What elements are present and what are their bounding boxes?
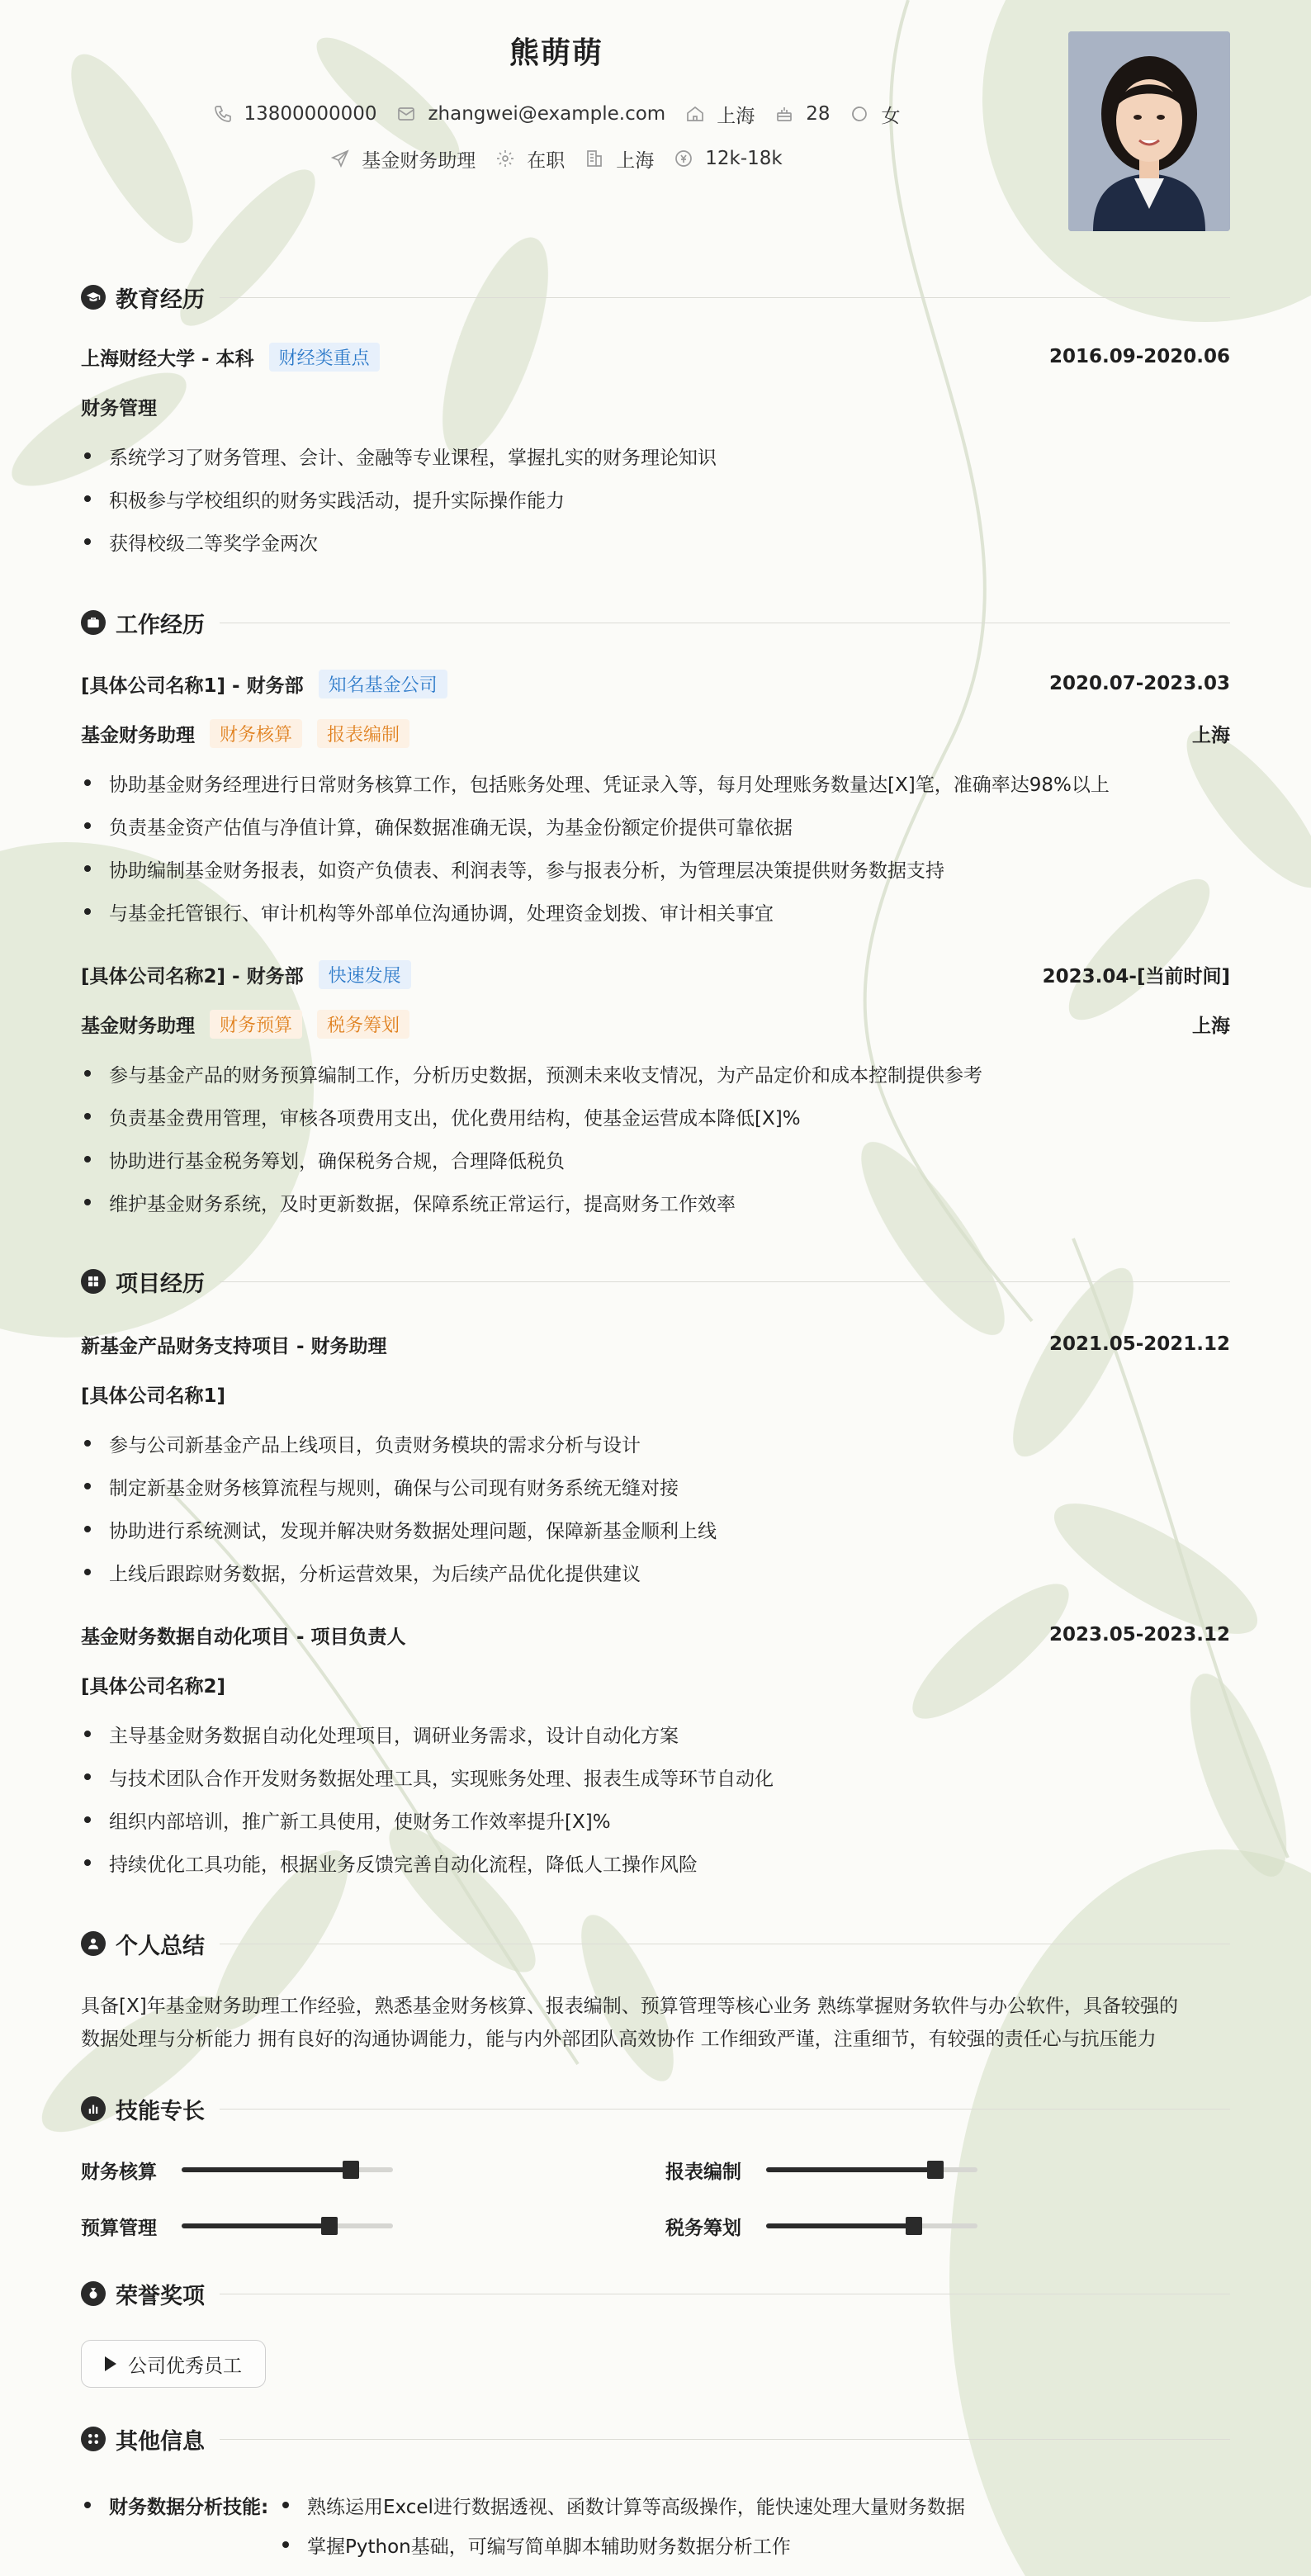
list-item: 掌握Python基础，可编写简单脚本辅助财务数据分析工作: [282, 2531, 791, 2558]
education-major-row: [81, 391, 1230, 421]
project-title: 基金财务数据自动化项目 - 项目负责人: [81, 1626, 406, 1648]
project-company: [具体公司名称2]: [81, 1675, 226, 1698]
skill-level-slider[interactable]: [182, 2223, 393, 2228]
list-item: 参与公司新基金产品上线项目，负责财务模块的需求分析与设计: [81, 1430, 1230, 1456]
profile-photo: [1068, 31, 1230, 231]
list-item: 负责基金费用管理，审核各项费用支出，优化费用结构，使基金运营成本降低[X]%: [81, 1103, 1230, 1129]
skill-tag: 财务预算: [210, 1010, 302, 1039]
list-item: 与技术团队合作开发财务数据处理工具，实现账务处理、报表生成等环节自动化: [81, 1764, 1230, 1790]
salary-text: 12k-18k: [705, 148, 783, 169]
skill-name: 税务筹划: [665, 2217, 741, 2239]
section-title: 其他信息: [116, 2428, 205, 2455]
city-item: [585, 145, 654, 173]
send-icon: [330, 149, 350, 168]
gender-item: [850, 101, 900, 128]
list-item: 熟练运用Excel进行数据透视、函数计算等高级操作，能快速处理大量财务数据: [282, 2492, 965, 2518]
section-honors: [81, 2277, 1230, 2310]
skill-name: 预算管理: [81, 2217, 157, 2239]
salary-item: [674, 148, 782, 169]
portrait-image: [1068, 31, 1230, 231]
contact-row: [0, 99, 1113, 129]
project-2-company-row: [81, 1669, 1230, 1699]
project-2-header: [81, 1620, 1230, 1650]
slider-knob[interactable]: [906, 2217, 922, 2235]
summary-text: [81, 1990, 1230, 2056]
list-item: 上线后跟踪财务数据，分析运营效果，为后续产品优化提供建议: [81, 1559, 1230, 1585]
job-target-item: [330, 145, 476, 173]
project-1-company-row: [81, 1379, 1230, 1409]
skill-name: 报表编制: [665, 2161, 741, 2183]
home-icon: [685, 104, 705, 124]
phone-icon: [213, 104, 233, 124]
info-icon: [81, 2427, 106, 2451]
skill-tag: 税务筹划: [317, 1010, 409, 1039]
list-item: 持续优化工具功能，根据业务反馈完善自动化流程，降低人工操作风险: [81, 1849, 1230, 1876]
major: 财务管理: [81, 397, 157, 419]
age-item: [774, 103, 830, 125]
coin-icon: [674, 149, 693, 168]
summary-line: 数据处理与分析能力 拥有良好的沟通协调能力，能与内外部团队高效协作 工作细致严谨，注重细节，有较强的责任心与抗压能力: [81, 2029, 1157, 2050]
section-title: 项目经历: [116, 1271, 205, 1297]
divider: [220, 2439, 1230, 2440]
gear-icon: [495, 149, 515, 168]
slider-knob[interactable]: [343, 2161, 359, 2179]
divider: [220, 1281, 1230, 1282]
age-text: 28: [806, 103, 831, 125]
skill-tag: 报表编制: [317, 719, 409, 748]
list-item: 负责基金资产估值与净值计算，确保数据准确无误，为基金份额定价提供可靠依据: [81, 812, 1230, 839]
candidate-name: 熊萌萌: [509, 36, 603, 70]
slider-knob[interactable]: [927, 2161, 944, 2179]
company-tag: 知名基金公司: [319, 670, 447, 698]
section-other: [81, 2422, 1230, 2455]
hometown-item: [685, 101, 755, 128]
education-header: [81, 342, 1230, 372]
award-label: 公司优秀员工: [128, 2355, 242, 2377]
role: 基金财务助理: [81, 724, 195, 746]
list-item: 系统学习了财务管理、会计、金融等专业课程，掌握扎实的财务理论知识: [81, 443, 1230, 469]
status-text: 在职: [527, 149, 566, 172]
work-1-role-row: [81, 718, 1230, 748]
mail-icon: [396, 104, 416, 124]
skill-level-slider[interactable]: [766, 2167, 977, 2172]
email-text: zhangwei@example.com: [428, 103, 666, 125]
school-tag: 财经类重点: [269, 343, 380, 372]
work-location: 上海: [1192, 724, 1230, 746]
list-item: 维护基金财务系统，及时更新数据，保障系统正常运行，提高财务工作效率: [81, 1189, 1230, 1215]
award-chip[interactable]: [81, 2340, 266, 2388]
summary-line: 具备[X]年基金财务助理工作经验，熟悉基金财务核算、报表编制、预算管理等核心业务 熟练掌握财务软件与办公软件，具备较强的: [81, 1996, 1179, 2017]
section-education: [81, 281, 1230, 314]
section-title: 教育经历: [116, 286, 205, 313]
email-item: [396, 103, 665, 125]
job-intent-row: [0, 144, 1113, 173]
phone-text: 13800000000: [244, 103, 377, 125]
section-summary: [81, 1927, 1230, 1960]
list-item: 协助基金财务经理进行日常财务核算工作，包括账务处理、凭证录入等，每月处理账务数量达[X]笔，准确率达98%以上: [81, 769, 1230, 796]
divider: [220, 2109, 1230, 2110]
skill-name: 财务核算: [81, 2161, 157, 2183]
project-company: [具体公司名称1]: [81, 1385, 226, 1407]
school-name: 上海财经大学 - 本科: [81, 348, 254, 370]
section-projects: [81, 1265, 1230, 1298]
section-title: 技能专长: [116, 2098, 205, 2124]
bar-chart-icon: [81, 2096, 106, 2121]
building-icon: [585, 149, 604, 168]
project-1-header: [81, 1329, 1230, 1359]
list-item: 制定新基金财务核算流程与规则，确保与公司现有财务系统无缝对接: [81, 1473, 1230, 1499]
user-icon: [81, 1931, 106, 1956]
work-location: 上海: [1192, 1015, 1230, 1037]
work-date: 2023.04-[当前时间]: [1042, 965, 1230, 987]
list-item: 组织内部培训，推广新工具使用，使财务工作效率提升[X]%: [81, 1807, 1230, 1833]
role: 基金财务助理: [81, 1015, 195, 1037]
list-item: 与基金托管银行、审计机构等外部单位沟通协调，处理资金划拨、审计相关事宜: [81, 898, 1230, 925]
skill-item: [665, 2213, 977, 2239]
list-item: 参与基金产品的财务预算编制工作，分析历史数据，预测未来收支情况，为产品定价和成本控制提供参考: [81, 1060, 1230, 1087]
project-date: 2023.05-2023.12: [1048, 1624, 1230, 1646]
city-text: 上海: [616, 149, 655, 172]
section-skills: [81, 2092, 1230, 2125]
section-title: 个人总结: [116, 1933, 205, 1959]
skill-item: [81, 2213, 393, 2239]
section-title: 荣誉奖项: [116, 2283, 205, 2309]
list-item: 协助进行系统测试，发现并解决财务数据处理问题，保障新基金顺利上线: [81, 1516, 1230, 1542]
list-item: 协助编制基金财务报表，如资产负债表、利润表等，参与报表分析，为管理层决策提供财务数据支持: [81, 855, 1230, 882]
medal-icon: [81, 2281, 106, 2306]
work-date: 2020.07-2023.03: [1048, 673, 1230, 694]
company-name: [具体公司名称2] - 财务部: [81, 965, 304, 987]
skill-tag: 财务核算: [210, 719, 302, 748]
skill-item: [665, 2157, 977, 2183]
gender-text: 女: [881, 105, 901, 127]
company-tag: 快速发展: [319, 960, 411, 989]
project-title: 新基金产品财务支持项目 - 财务助理: [81, 1335, 387, 1357]
work-2-header: [81, 959, 1230, 989]
skill-level-slider[interactable]: [182, 2167, 393, 2172]
project-date: 2021.05-2021.12: [1048, 1333, 1230, 1355]
list-item: 主导基金财务数据自动化处理项目，调研业务需求，设计自动化方案: [81, 1721, 1230, 1747]
briefcase-icon: [81, 610, 106, 635]
grid-icon: [81, 1269, 106, 1294]
play-icon: [105, 2356, 116, 2371]
other-label: 财务数据分析技能:: [81, 2492, 268, 2518]
work-2-role-row: [81, 1009, 1230, 1039]
cake-icon: [774, 104, 794, 124]
company-name: [具体公司名称1] - 财务部: [81, 675, 304, 697]
status-item: [495, 145, 565, 173]
hometown-text: 上海: [717, 105, 755, 127]
work-1-header: [81, 669, 1230, 698]
skill-level-slider[interactable]: [766, 2223, 977, 2228]
list-item: 获得校级二等奖学金两次: [81, 528, 1230, 555]
education-date: 2016.09-2020.06: [1048, 346, 1230, 367]
slider-knob[interactable]: [321, 2217, 338, 2235]
job-target-text: 基金财务助理: [362, 149, 476, 172]
gender-icon: [850, 104, 869, 124]
phone-item: [213, 103, 377, 125]
list-item: 协助进行基金税务筹划，确保税务合规，合理降低税负: [81, 1146, 1230, 1172]
skill-item: [81, 2157, 393, 2183]
section-work: [81, 606, 1230, 639]
graduation-cap-icon: [81, 285, 106, 310]
section-title: 工作经历: [116, 612, 205, 638]
divider: [220, 297, 1230, 298]
list-item: 积极参与学校组织的财务实践活动，提升实际操作能力: [81, 485, 1230, 512]
